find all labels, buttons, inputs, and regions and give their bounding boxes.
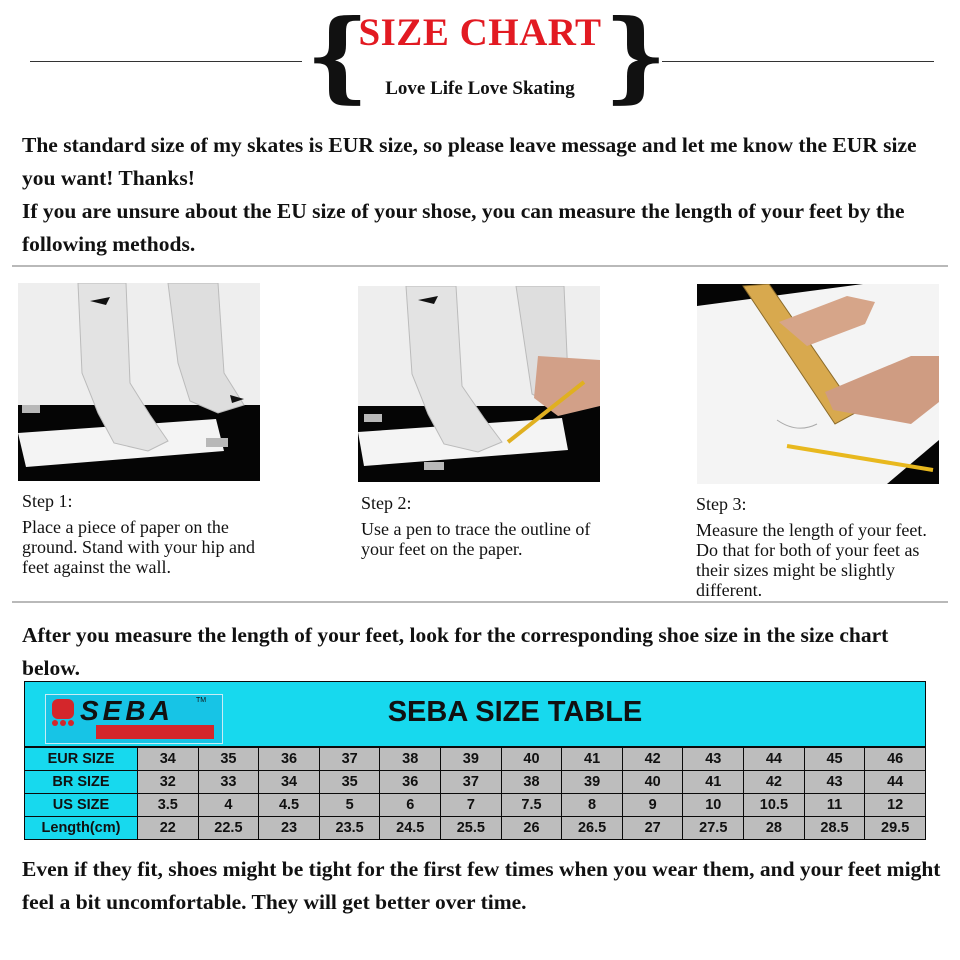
step3-text: Measure the length of your feet. Do that for both of your feet as their sizes might be slightly different. — [696, 520, 927, 600]
table-cell: 29.5 — [865, 817, 926, 840]
table-cell: 45 — [804, 748, 865, 771]
table-cell: 32 — [138, 771, 199, 794]
seba-logo-text: SEBA — [80, 695, 174, 726]
table-cell: 37 — [319, 748, 380, 771]
table-cell: 4.5 — [259, 794, 320, 817]
table-cell: 7 — [441, 794, 502, 817]
step2-photo — [358, 286, 600, 482]
table-cell: 27.5 — [683, 817, 744, 840]
row-label: BR SIZE — [25, 771, 138, 794]
table-cell: 40 — [501, 748, 562, 771]
table-title: SEBA SIZE TABLE — [387, 696, 643, 728]
table-cell: 27 — [622, 817, 683, 840]
header-rule-right — [662, 61, 934, 62]
right-brace-icon: } — [604, 0, 668, 114]
row-label: US SIZE — [25, 794, 138, 817]
table-cell: 36 — [259, 748, 320, 771]
seba-size-table — [24, 681, 926, 839]
table-cell: 35 — [198, 748, 259, 771]
table-cell: 38 — [380, 748, 441, 771]
table-cell: 28.5 — [804, 817, 865, 840]
row-label: EUR SIZE — [25, 748, 138, 771]
table-cell: 8 — [562, 794, 623, 817]
table-cell: 34 — [259, 771, 320, 794]
step1-title: Step 1: — [22, 491, 73, 511]
table-cell: 12 — [865, 794, 926, 817]
table-cell: 23 — [259, 817, 320, 840]
step3 — [696, 494, 936, 600]
table-row — [25, 748, 926, 771]
intro-line-1: The standard size of my skates is EUR size, so please leave message and let me know the EUR size you want! Thanks! — [22, 133, 917, 190]
seba-logo — [45, 694, 223, 744]
divider-top — [12, 265, 948, 267]
table-cell: 42 — [744, 771, 805, 794]
table-cell: 46 — [865, 748, 926, 771]
table-row — [25, 771, 926, 794]
step1-photo — [18, 283, 260, 481]
table-cell: 6 — [380, 794, 441, 817]
step3-title: Step 3: — [696, 494, 747, 514]
page-title: SIZE CHART — [358, 11, 602, 54]
table-cell: 25.5 — [441, 817, 502, 840]
step2-text: Use a pen to trace the outline of your feet on the paper. — [361, 519, 591, 559]
table-cell: 10.5 — [744, 794, 805, 817]
table-cell: 11 — [804, 794, 865, 817]
table-cell: 28 — [744, 817, 805, 840]
table-cell: 44 — [744, 748, 805, 771]
table-cell: 36 — [380, 771, 441, 794]
table-cell: 10 — [683, 794, 744, 817]
table-cell: 40 — [622, 771, 683, 794]
step2 — [361, 493, 601, 559]
table-cell: 41 — [562, 748, 623, 771]
table-banner — [24, 681, 926, 747]
left-brace-icon: { — [306, 0, 370, 114]
table-cell: 5 — [319, 794, 380, 817]
seba-logo-tm: TM — [196, 697, 207, 704]
table-cell: 9 — [622, 794, 683, 817]
table-cell: 37 — [441, 771, 502, 794]
table-cell: 7.5 — [501, 794, 562, 817]
table-cell: 23.5 — [319, 817, 380, 840]
table-cell: 43 — [804, 771, 865, 794]
intro-text — [22, 129, 942, 261]
header-rule-left — [30, 61, 302, 62]
table-cell: 39 — [441, 748, 502, 771]
table-cell: 22.5 — [198, 817, 259, 840]
table-cell: 22 — [138, 817, 199, 840]
intro-line-2: If you are unsure about the EU size of your shose, you can measure the length of your feet by the following methods. — [22, 199, 905, 256]
table-cell: 26 — [501, 817, 562, 840]
table-cell: 4 — [198, 794, 259, 817]
measure-note: After you measure the length of your feet, look for the corresponding shoe size in the size chart below. — [22, 623, 889, 680]
step1 — [22, 491, 262, 577]
footer-note: Even if they fit, shoes might be tight for the first few times when you wear them, and your feet might feel a bit uncomfortable. They will get better over time. — [22, 857, 941, 914]
table-cell: 44 — [865, 771, 926, 794]
table-cell: 3.5 — [138, 794, 199, 817]
table-cell: 39 — [562, 771, 623, 794]
step2-title: Step 2: — [361, 493, 412, 513]
row-label: Length(cm) — [25, 817, 138, 840]
table-cell: 26.5 — [562, 817, 623, 840]
step3-photo — [697, 284, 939, 484]
table-row — [25, 794, 926, 817]
table-cell: 43 — [683, 748, 744, 771]
table-cell: 42 — [622, 748, 683, 771]
size-grid — [24, 747, 926, 840]
table-cell: 38 — [501, 771, 562, 794]
page-subtitle: Love Life Love Skating — [385, 78, 575, 99]
table-cell: 41 — [683, 771, 744, 794]
table-cell: 33 — [198, 771, 259, 794]
divider-middle — [12, 601, 948, 603]
table-cell: 35 — [319, 771, 380, 794]
table-row — [25, 817, 926, 840]
table-cell: 24.5 — [380, 817, 441, 840]
table-cell: 34 — [138, 748, 199, 771]
step1-text: Place a piece of paper on the ground. Stand with your hip and feet against the wall. — [22, 517, 255, 577]
